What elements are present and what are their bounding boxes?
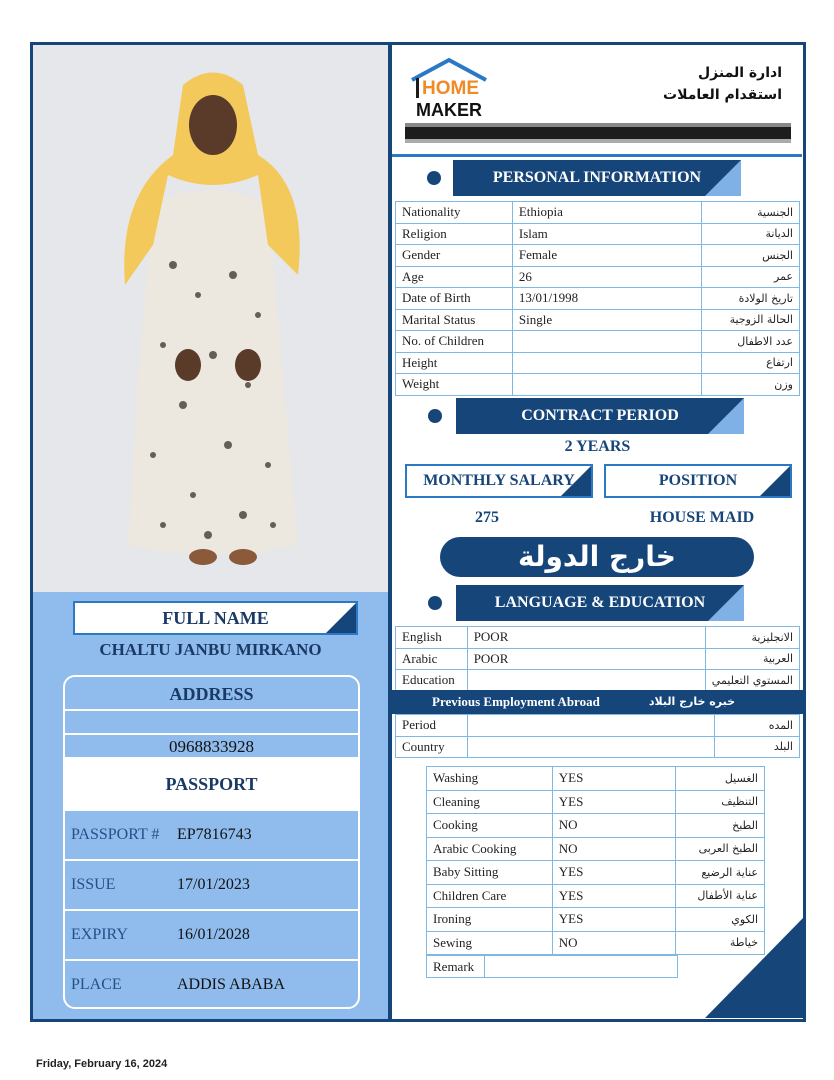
issue-value: 17/01/2023 bbox=[177, 876, 250, 893]
language-table bbox=[395, 626, 800, 692]
contract-period-value: 2 YEARS bbox=[564, 438, 631, 455]
section-bullet bbox=[427, 171, 441, 185]
cleaning-ar: التنظيف bbox=[676, 790, 765, 814]
passport-row bbox=[65, 809, 358, 859]
arabic-cooking-ar: الطبخ العربى bbox=[676, 837, 765, 861]
children-ar: عدد الاطفال bbox=[702, 331, 800, 353]
country-value bbox=[467, 736, 714, 758]
country-ar: البلد bbox=[715, 736, 800, 758]
address-card bbox=[63, 675, 360, 1009]
arabic-cooking-value: NO bbox=[552, 837, 675, 861]
table-row bbox=[427, 767, 765, 791]
marital-ar: الحالة الزوجية bbox=[702, 309, 800, 331]
arabic-label: Arabic bbox=[396, 648, 468, 670]
agency-arabic-title bbox=[663, 62, 782, 106]
monthly-salary-label: MONTHLY SALARY bbox=[405, 464, 593, 498]
cooking-value: NO bbox=[552, 814, 675, 838]
position-label: POSITION bbox=[604, 464, 792, 498]
monthly-salary-value: 275 bbox=[475, 509, 499, 526]
cooking-label: Cooking bbox=[427, 814, 553, 838]
section-bullet bbox=[428, 596, 442, 610]
abroad-badge: خارج الدولة bbox=[440, 537, 754, 577]
children-value bbox=[512, 331, 701, 353]
prev-employment-title: Previous Employment Abroad bbox=[432, 694, 600, 709]
children-label: No. of Children bbox=[396, 331, 513, 353]
address-line bbox=[65, 709, 358, 733]
baby-sitting-label: Baby Sitting bbox=[427, 861, 553, 885]
ironing-label: Ironing bbox=[427, 908, 553, 932]
religion-ar: الديانة bbox=[702, 223, 800, 245]
corner-decoration bbox=[705, 918, 803, 1018]
table-row bbox=[396, 715, 800, 737]
nationality-value: Ethiopia bbox=[512, 202, 701, 224]
table-row bbox=[396, 245, 800, 267]
table-row bbox=[427, 814, 765, 838]
period-ar: المده bbox=[715, 715, 800, 737]
english-value: POOR bbox=[467, 627, 705, 649]
logo-line2: MAKER bbox=[416, 100, 482, 120]
table-row bbox=[396, 352, 800, 374]
height-value bbox=[512, 352, 701, 374]
sewing-value: NO bbox=[552, 931, 675, 955]
education-value bbox=[467, 670, 705, 692]
remark-value bbox=[484, 956, 677, 978]
full-name-value: CHALTU JANBU MIRKANO bbox=[99, 640, 322, 659]
arabic-title-line1: ادارة المنزل bbox=[698, 65, 782, 81]
gender-ar: الجنس bbox=[702, 245, 800, 267]
baby-sitting-value: YES bbox=[552, 861, 675, 885]
passport-row bbox=[65, 909, 358, 959]
table-row bbox=[427, 861, 765, 885]
print-date: Friday, February 16, 2024 bbox=[36, 1058, 168, 1070]
arabic-cooking-label: Arabic Cooking bbox=[427, 837, 553, 861]
phone-number: 0968833928 bbox=[65, 733, 358, 759]
home-maker-logo bbox=[408, 56, 490, 122]
table-row bbox=[396, 288, 800, 310]
arabic-title-line2: استقدام العاملات bbox=[663, 87, 782, 103]
cleaning-label: Cleaning bbox=[427, 790, 553, 814]
religion-value: Islam bbox=[512, 223, 701, 245]
marital-value: Single bbox=[512, 309, 701, 331]
dob-label: Date of Birth bbox=[396, 288, 513, 310]
weight-ar: وزن bbox=[702, 374, 800, 396]
table-row bbox=[396, 266, 800, 288]
age-value: 26 bbox=[512, 266, 701, 288]
country-label: Country bbox=[396, 736, 468, 758]
age-ar: عمر bbox=[702, 266, 800, 288]
cleaning-value: YES bbox=[552, 790, 675, 814]
age-label: Age bbox=[396, 266, 513, 288]
baby-sitting-ar: عناية الرضيع bbox=[676, 861, 765, 885]
period-label: Period bbox=[396, 715, 468, 737]
place-value: ADDIS ABABA bbox=[177, 976, 286, 993]
washing-value: YES bbox=[552, 767, 675, 791]
previous-employment-header bbox=[392, 690, 803, 714]
position-value: HOUSE MAID bbox=[649, 509, 755, 526]
personal-info-table bbox=[395, 201, 800, 396]
gender-label: Gender bbox=[396, 245, 513, 267]
cooking-ar: الطبخ bbox=[676, 814, 765, 838]
table-row bbox=[396, 670, 800, 692]
remark-label: Remark bbox=[427, 956, 485, 978]
expiry-value: 16/01/2028 bbox=[177, 926, 250, 943]
table-row bbox=[396, 223, 800, 245]
previous-employment-table bbox=[395, 714, 800, 758]
arabic-value: POOR bbox=[467, 648, 705, 670]
passport-number-label: PASSPORT # bbox=[71, 826, 160, 843]
marital-label: Marital Status bbox=[396, 309, 513, 331]
nationality-ar: الجنسية bbox=[702, 202, 800, 224]
english-label: English bbox=[396, 627, 468, 649]
table-row bbox=[427, 884, 765, 908]
passport-title: PASSPORT bbox=[65, 759, 358, 809]
arabic-ar: العربية bbox=[705, 648, 799, 670]
table-row bbox=[427, 837, 765, 861]
remark-table bbox=[426, 955, 678, 978]
passport-number-value: EP7816743 bbox=[177, 826, 252, 843]
children-care-label: Children Care bbox=[427, 884, 553, 908]
expiry-label: EXPIRY bbox=[71, 926, 128, 943]
section-bullet bbox=[428, 409, 442, 423]
language-education-header: LANGUAGE & EDUCATION bbox=[456, 585, 744, 621]
header-divider bbox=[392, 154, 802, 157]
full-name-label: FULL NAME bbox=[73, 601, 358, 635]
education-label: Education bbox=[396, 670, 468, 692]
passport-row bbox=[65, 959, 358, 1009]
candidate-photo bbox=[33, 45, 388, 592]
contract-period-header: CONTRACT PERIOD bbox=[456, 398, 744, 434]
table-row bbox=[396, 374, 800, 396]
table-row bbox=[396, 736, 800, 758]
gender-value: Female bbox=[512, 245, 701, 267]
education-ar: المستوي التعليمي bbox=[705, 670, 799, 692]
height-label: Height bbox=[396, 352, 513, 374]
ironing-ar: الكوي bbox=[676, 908, 765, 932]
children-care-ar: عناية الأطفال bbox=[676, 884, 765, 908]
table-row bbox=[396, 309, 800, 331]
weight-value bbox=[512, 374, 701, 396]
dob-ar: تاريخ الولادة bbox=[702, 288, 800, 310]
passport-row bbox=[65, 859, 358, 909]
children-care-value: YES bbox=[552, 884, 675, 908]
table-row bbox=[396, 202, 800, 224]
period-value bbox=[467, 715, 714, 737]
issue-label: ISSUE bbox=[71, 876, 116, 893]
dob-value: 13/01/1998 bbox=[512, 288, 701, 310]
table-row bbox=[396, 627, 800, 649]
place-label: PLACE bbox=[71, 976, 122, 993]
washing-label: Washing bbox=[427, 767, 553, 791]
table-row bbox=[396, 331, 800, 353]
washing-ar: الغسيل bbox=[676, 767, 765, 791]
table-row bbox=[427, 790, 765, 814]
nationality-label: Nationality bbox=[396, 202, 513, 224]
sewing-label: Sewing bbox=[427, 931, 553, 955]
weight-label: Weight bbox=[396, 374, 513, 396]
english-ar: الانجليزية bbox=[705, 627, 799, 649]
address-title: ADDRESS bbox=[169, 684, 254, 704]
logo-line1: HOME bbox=[422, 78, 479, 99]
header-bar bbox=[405, 123, 791, 143]
ironing-value: YES bbox=[552, 908, 675, 932]
personal-info-header: PERSONAL INFORMATION bbox=[453, 160, 741, 196]
table-row bbox=[396, 648, 800, 670]
prev-employment-title-ar: خبره خارج البلاد bbox=[648, 695, 735, 708]
sewing-ar: خياطة bbox=[676, 931, 765, 955]
religion-label: Religion bbox=[396, 223, 513, 245]
height-ar: ارتفاع bbox=[702, 352, 800, 374]
column-divider bbox=[388, 42, 392, 1022]
table-row bbox=[427, 956, 678, 978]
